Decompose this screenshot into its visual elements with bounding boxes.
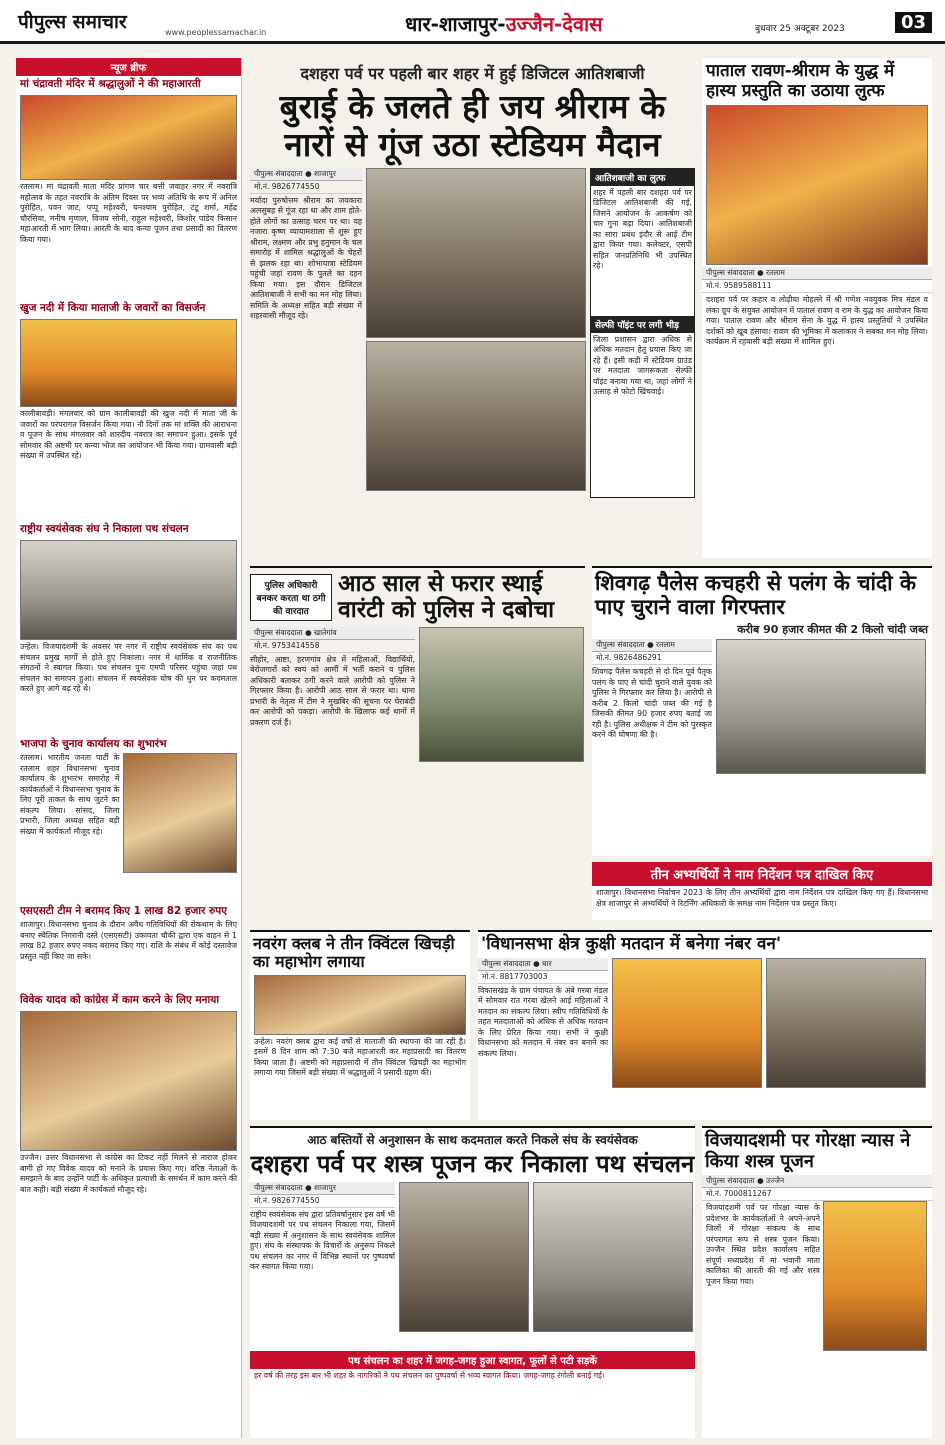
rss-text: राष्ट्रीय स्वयंसेवक संघ द्वारा प्रतिवर्षानुसार इस वर्ष भी विजयादशमी पर पथ संचलन निकाला गया, जिसमें बड़ी संख्या में अनुशासन के साथ स्वयंसेवक शामिल हुए। संघ के संस्थापक के विचारों के अनुरूप निकले पथ संचलन का नगर में विभिन्न स्थानों पर पुष्पवर्षा कर स्वागत किया गया।: [250, 1209, 395, 1272]
gorakh-story: [702, 1126, 932, 1438]
news-brief-column: [16, 58, 242, 1438]
issue-date: बुधवार 25 अक्टूबर 2023: [755, 24, 845, 34]
crime-byline: पीपुल्स संवाददाता ● खातेगांव: [250, 627, 415, 640]
gorakh-byline: पीपुल्स संवाददाता ● उज्जैन: [702, 1175, 932, 1188]
theft-story: [592, 566, 932, 856]
crime-photo: [419, 627, 584, 762]
theft-photo: [716, 639, 926, 774]
lead-sidebar-text: शहर में पहली बार दशहरा पर्व पर डिजिटल आतिशबाजी की गई, जिसने आयोजन के आकर्षण को चार गुना बढ़ा दिया। आतिशबाजी का सारा प्रबंध इंदौर से आई टीम द्वारा किया गया। कलेक्टर, एसपी सहित जनप्रतिनिधि भी उपस्थित रहे।: [593, 187, 692, 271]
lead-photo-procession: [366, 341, 586, 491]
brief-headline: राष्ट्रीय स्वयंसेवक संघ ने निकाला पथ संचलन: [20, 523, 189, 535]
brief-photo: [20, 319, 237, 407]
crime-text: सीहोर, आष्टा, हरणगांव क्षेत्र में महिलाओं, विद्यार्थियों, बेरोजगारों को स्वयं को आर्मी में भर्ती कराने व पुलिस अधिकारी बताकर ठगी करने वाले आरोपी को पुलिस ने गिरफ्तार किया है। आरोपी आठ साल से फरार था। थाना प्रभारी के नेतृत्व में टीम ने मुखबिर की सूचना पर घेराबंदी कर आरोपी को पकड़ा। आरोपी के खिलाफ कई थानों में प्रकरण दर्ज हैं।: [250, 654, 415, 727]
club-photo: [254, 975, 466, 1035]
theft-byline: पीपुल्स संवाददाता ● रतलाम: [592, 639, 712, 652]
rss-headline: दशहरा पर्व पर शस्त्र पूजन कर निकाला पथ संचलन: [250, 1150, 695, 1178]
gorakh-mobile: मो.नं. 7000811267: [702, 1188, 932, 1201]
gorakh-headline: विजयादशमी पर गोरक्षा न्यास ने किया शस्त्र पूजन: [705, 1130, 911, 1172]
rss-banner: पथ संचलन का शहर में जगह-जगह हुआ स्वागत, फूलों से पटी सड़कें: [250, 1351, 695, 1369]
brief-photo: [20, 540, 237, 640]
brief-item: [16, 903, 241, 992]
club-text: उन्हेल। नवरंग क्लब द्वारा कई वर्षों से माताजी की स्थापना की जा रही है। इसमें 8 दिन शाम को 7:30 बजे महाआरती कर महाप्रसादी का वितरण किया जाता है। अष्टमी को महाप्रसादी में तीन क्विंटल खिचड़ी का महाभोग लगाया गया जिसमें बड़ी संख्या में श्रद्धालुओं ने प्रसादी ग्रहण की।: [254, 1036, 466, 1078]
patal-ravan-text: दशहरा पर्व पर कहार व लोढ़ीया मोहल्ले में श्री गणेश नवयुवक मित्र मंडल व लंका ग्रुप के संयुक्त आयोजन में पाताल रावण व राम के युद्ध का आयोजन किया गया। पाताल रावण और श्रीराम सेना के युद्ध में हास्य प्रस्तुतियों ने उपस्थित दर्शकों को खूब हंसाया। रावण की भूमिका में कलाकार ने सबका मन मोह लिया। कार्यक्रम में रहवासी बड़ी संख्या में शामिल हुए।: [706, 295, 929, 347]
patal-ravan-headline: पाताल रावण-श्रीराम के युद्ध में हास्य प्रस्तुति का उठाया लुत्फ: [706, 61, 895, 101]
brief-item: [16, 736, 241, 903]
crime-tag: पुलिस अधिकारी बनकर करता था ठगी की वारदात: [250, 574, 332, 621]
patal-ravan-photo: [706, 105, 928, 265]
club-story: [250, 930, 470, 1120]
crime-story: [250, 566, 585, 936]
section-title-part1: धार-शाजापुर-: [405, 12, 506, 36]
theft-mobile: मो.नं. 9826486291: [592, 652, 712, 665]
lead-sidebar-title: आतिशबाजी का लुत्फ: [591, 169, 694, 186]
section-title: [405, 10, 603, 37]
brief-item: [16, 992, 241, 1313]
newspaper-logo: पीपुल्स समाचार: [18, 11, 127, 33]
voting-mobile: मो.नं. 8817703003: [478, 971, 608, 984]
lead-sidebar2-title: सेल्फी पॉइंट पर लगी भीड़: [591, 316, 694, 333]
brief-headline: विवेक यादव को कांग्रेस में काम करने के लिए मनाया: [20, 994, 220, 1006]
brief-text: शाजापुर। विधानसभा चुनाव के दौरान अवैध गतिविधियों की रोकथाम के लिए बनाए स्थैतिक निगरानी दस्ते (एसएसटी) उकावता चौकी द्वारा एक वाहन से 1 लाख 82 हजार रुपए नकद बरामद किए गए। राशि के संबंध में कोई दस्तावेज प्रस्तुत नहीं किए जा सके।: [20, 920, 237, 961]
rss-kicker: आठ बस्तियों से अनुशासन के साथ कदमताल करते निकले संघ के स्वयंसेवक: [307, 1133, 638, 1147]
brief-text: कालीबावड़ी। मंगलवार को ग्राम कालीबावड़ी की खुज नदी में माता जी के जवारों का परंपरागत विसर्जन किया गया। नौ दिनों तक मां शक्ति की आराधना व पूजन के साथ मंगलवार को शारदीय नवरात्र का समापन हुआ। इसके पूर्व सोमवार की अष्टमी पर कन्या भोज का आयोजन भी किया गया। ग्रामवासी बड़ी संख्या में उपस्थित रहे।: [20, 409, 237, 460]
rss-story: [250, 1126, 695, 1438]
lead-mobile: मो.नं. 9826774550: [250, 181, 362, 194]
lead-headline-line2: नारों से गूंज उठा स्टेडियम मैदान: [284, 124, 661, 164]
club-headline: नवरंग क्लब ने तीन क्विंटल खिचड़ी का महाभोग लगाया: [253, 934, 455, 972]
brief-text: उज्जैन। उत्तर विधानसभा से कांग्रेस का टिकट नहीं मिलने से नाराज होकर बागी हो गए विवेक यादव को मनाने के प्रयास किए गए। वरिष्ठ नेताओं के समझाने के बाद उन्होंने पार्टी के अधिकृत प्रत्याशी के समर्थन में काम करने की बात कही। बड़ी संख्या में कार्यकर्ता मौजूद रहे।: [20, 1153, 237, 1194]
crime-headline: आठ साल से फरार स्थाई वारंटी को पुलिस ने दबोचा: [338, 571, 555, 624]
voting-photo-pledge: [766, 958, 926, 1088]
brief-headline: मां चंद्रावती मंदिर में श्रद्धालुओं ने की महाआरती: [20, 78, 201, 90]
voting-byline: पीपुल्स संवाददाता ● धार: [478, 958, 608, 971]
rss-byline: पीपुल्स संवाददाता ● शाजापुर: [250, 1182, 395, 1195]
brief-headline: खुज नदी में किया माताजी के जवारों का विसर्जन: [20, 302, 206, 314]
rss-photo-weapons: [399, 1182, 529, 1332]
section-title-part2: उज्जैन-देवास: [505, 12, 603, 36]
gorakh-photo: [823, 1201, 927, 1351]
nomination-headline: तीन अभ्यर्थियों ने नाम निर्देशन पत्र दाखिल किए: [592, 862, 932, 886]
lead-byline: पीपुल्स संवाददाता ● शाजापुर: [250, 168, 362, 181]
website-url[interactable]: www.peoplessamachar.in: [165, 28, 267, 37]
brief-photo: [123, 753, 237, 873]
rss-banner-text: हर वर्ष की तरह इस बार भी शहर के नागरिकों ने पथ संचलन का पुष्पवर्षा से भव्य स्वागत किया। जगह-जगह रंगोली बनाई गई।: [254, 1370, 605, 1380]
patal-ravan-byline: पीपुल्स संवाददाता ● रतलाम: [702, 267, 932, 280]
patal-ravan-story: [702, 58, 932, 558]
lead-text: मर्यादा पुरुषोत्तम श्रीराम का जयकारा अलसुबह से गूंज रहा था और शाम होते-होते लोगों का उत्साह चरम पर था। यह नजारा कृष्ण व्यायामशाला से शुरू हुए श्रीराम, लक्ष्मण और प्रभु हनुमान के चल समारोह में शामिल श्रद्धालुओं के चेहरों से झलक रहा था। शोभायात्रा स्टेडियम पहुंची जहां रावण के पुतले का दहन किया गया। इस दौरान डिजिटल आतिशबाजी ने सभी का मन मोह लिया। समिति के अध्यक्ष सहित बड़ी संख्या में शहरवासी मौजूद रहे।: [250, 195, 362, 321]
lead-headline-line1: बुराई के जलते ही जय श्रीराम के: [279, 87, 666, 126]
nomination-story: [592, 862, 932, 920]
voting-photo-women: [612, 958, 762, 1088]
masthead: [0, 0, 945, 44]
lead-kicker: दशहरा पर्व पर पहली बार शहर में हुई डिजिटल आतिशबाजी: [300, 64, 645, 83]
brief-item: [16, 521, 241, 736]
lead-photo-effigy: [366, 168, 586, 338]
brief-headline: भाजपा के चुनाव कार्यालय का शुभारंभ: [20, 738, 167, 750]
voting-story: [478, 930, 932, 1120]
news-brief-header: न्यूज ब्रीफ: [16, 58, 241, 76]
brief-photo: [20, 1011, 237, 1151]
rss-photo-march: [533, 1182, 693, 1332]
brief-text: उन्हेल। विजयादशमी के अवसर पर नगर में राष्ट्रीय स्वयंसेवक संघ का पथ संचलन प्रमुख मार्गों से होते हुए निकाला। नगर में धार्मिक व राजनीतिक संगठनों ने स्वागत किया। पथ संचलन पुनः एमपी परिसर पहुंचा जहां पथ संचलन का समापन हुआ। संचलन में स्वयंसेवक घोष की धुन पर कदमताल करते हुए आगे बढ़ रहे थे।: [20, 642, 237, 693]
lead-story: [250, 58, 695, 558]
brief-text: रतलाम। मां चंद्रावती माता मंदिर प्रांगण चार बत्ती जवाहर नगर में नवरात्रि महोत्सव के तहत नवरात्रि के अंतिम दिवस पर भव्य अतिथि के रूप में अनिल पुरोहित, पवन जाट, पप्पू महेश्वरी, घनश्याम पुरोहित, टंटू शर्मा, महेंद्र चौरसिया, मनीष मृणाल, विजय सोनी, राहुल महेश्वरी, किशोर पांडेय किसान महाआरती में भाग लिया। आरती के बाद कन्या पूजन तथा प्रसादी का वितरण किया गया।: [20, 182, 237, 244]
voting-headline: 'विधानसभा क्षेत्र कुक्षी मतदान में बनेगा नंबर वन': [481, 934, 782, 954]
patal-ravan-mobile: मो.नं. 9589588111: [702, 280, 932, 293]
rss-mobile: मो.नं. 9826774550: [250, 1195, 395, 1208]
gorakh-text: विजयादशमी पर्व पर गोरक्षा न्यास के प्रदेशभर के कार्यकर्ताओं ने अपने-अपने जिलों में गोरक्षा संकल्प के साथ परंपरागत रूप से शस्त्र पूजन किया। उज्जैन स्थित प्रदेश कार्यालय सहित संपूर्ण मध्यप्रदेश में मां भवानी माता कालिका की आरती की गई और शस्त्र पूजन किया गया।: [706, 1203, 820, 1286]
lead-sidebar2-text: जिला प्रशासन द्वारा अधिक से अधिक मतदान हेतु प्रयास किए जा रहे हैं। इसी कड़ी में स्टेडियम ग्राउंड पर मतदाता जागरूकता सेल्फी पॉइंट बनाया गया था, जहां लोगों ने उत्साह से फोटो खिंचवाई।: [593, 334, 692, 397]
brief-item: [16, 76, 241, 300]
brief-headline: एसएसटी टीम ने बरामद किए 1 लाख 82 हजार रुपए: [20, 905, 228, 917]
nomination-text: शाजापुर। विधानसभा निर्वाचन 2023 के लिए तीन अभ्यर्थियों द्वारा नाम निर्देशन पत्र दाखिल किए गए हैं। विधानसभा क्षेत्र शाजापुर से अभ्यर्थियों ने रिटर्निंग अधिकारी के समक्ष नाम निर्देशन पत्र प्रस्तुत किए।: [596, 888, 928, 908]
theft-headline: शिवगढ़ पैलेस कचहरी से पलंग के चांदी के पाए चुराने वाला गिरफ्तार: [595, 571, 917, 620]
page-number: 03: [895, 12, 932, 33]
crime-mobile: मो.नं. 9753414558: [250, 640, 415, 653]
brief-item: [16, 300, 241, 521]
theft-subhead: करीब 90 हजार कीमत की 2 किलो चांदी जब्त: [737, 623, 928, 637]
brief-photo: [20, 95, 237, 180]
voting-text: विकासखंड के ग्राम पंचायत के अंबे गरबा मंडल में सोमवार रात गरबा खेलने आई महिलाओं ने मतदान का संकल्प लिया। स्वीप गतिविधियों के तहत मतदाताओं को अधिक से अधिक मतदान के लिए प्रेरित किया गया। सभी ने कुक्षी विधानसभा को मतदान में नंबर वन बनाने का संकल्प लिया।: [478, 985, 608, 1058]
brief-text: रतलाम। भारतीय जनता पार्टी के रतलाम शहर विधानसभा चुनाव कार्यालय के शुभारंभ समारोह में कार्यकर्ताओं ने विधानसभा चुनाव के लिए पूरी ताकत के साथ जुटने का संकल्प लिया। सांसद, जिला प्रभारी, जिला अध्यक्ष सहित बड़ी संख्या में कार्यकर्ता मौजूद रहे।: [20, 753, 120, 836]
theft-text: शिवगढ़ पैलेस कचहरी से दो दिन पूर्व पैतृक पलंग के पाए से चांदी चुराने वाले युवक को पुलिस ने गिरफ्तार कर लिया है। आरोपी से करीब 2 किलो चांदी जब्त की गई है जिसकी कीमत 90 हजार रुपए बताई जा रही है। पुलिस अधीक्षक ने टीम को पुरस्कृत करने की घोषणा की है।: [592, 667, 712, 740]
